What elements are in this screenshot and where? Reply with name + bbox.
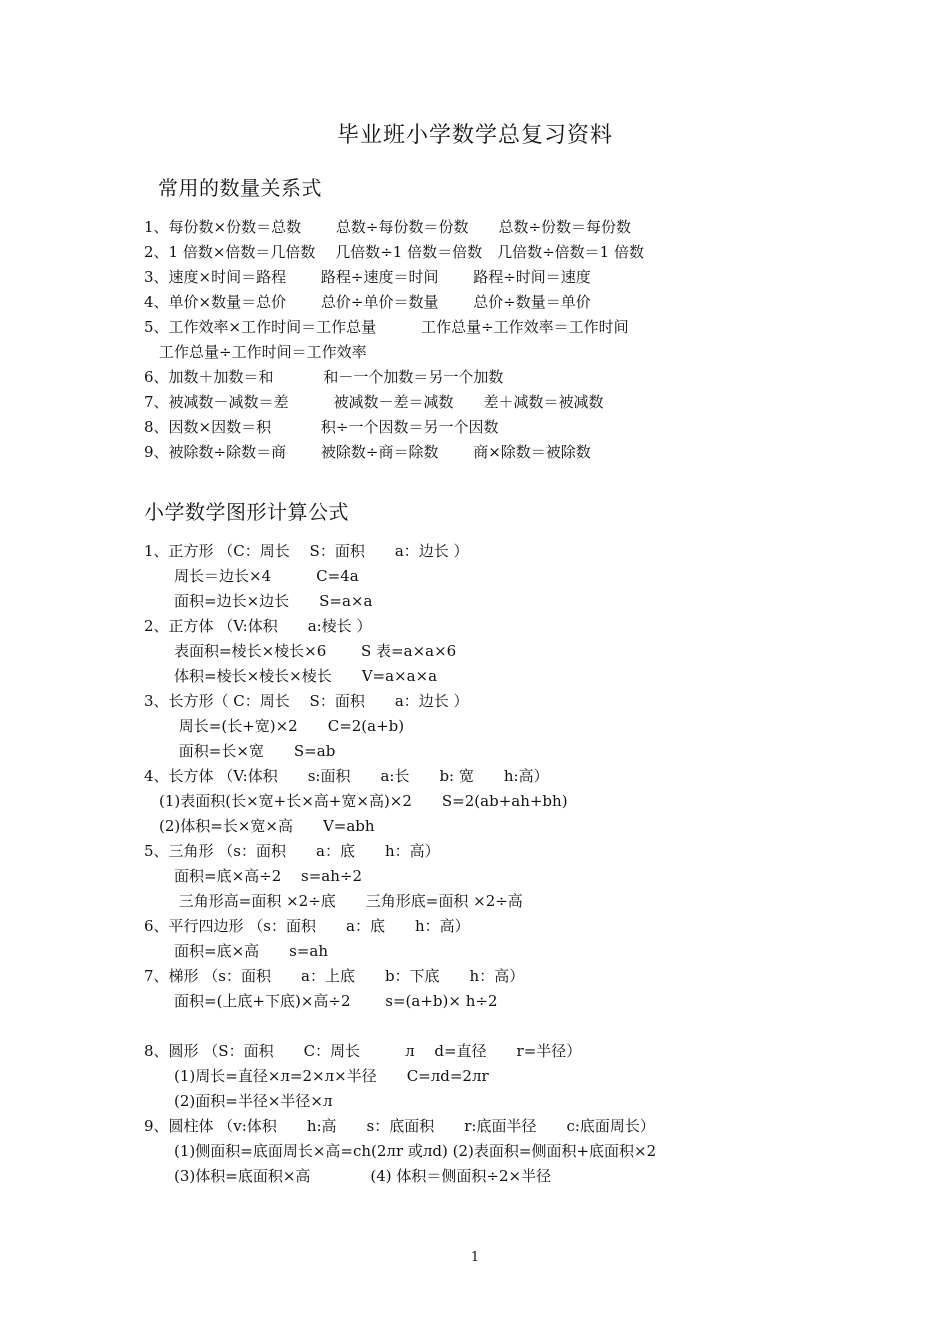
section-heading-quantity-relations: 常用的数量关系式 bbox=[158, 176, 322, 200]
formula-line: 3、速度×时间＝路程 路程÷速度＝时间 路程÷时间＝速度 bbox=[144, 268, 591, 286]
formula-line: 2、1 倍数×倍数＝几倍数 几倍数÷1 倍数＝倍数 几倍数÷倍数＝1 倍数 bbox=[144, 243, 644, 261]
formula-line: 5、工作效率×工作时间＝工作总量 工作总量÷工作效率＝工作时间 bbox=[144, 318, 629, 336]
formula-line: 1、正方形 （C：周长 S：面积 a：边长 ） bbox=[144, 542, 469, 560]
formula-line: 体积=棱长×棱长×棱长 V=a×a×a bbox=[144, 667, 438, 685]
formula-line: 6、加数＋加数＝和 和－一个加数＝另一个加数 bbox=[144, 368, 504, 386]
formula-line: 8、圆形 （S：面积 C：周长 л d=直径 r=半径） bbox=[144, 1042, 582, 1060]
page-title: 毕业班小学数学总复习资料 bbox=[336, 123, 613, 148]
formula-line: 9、圆柱体 （v:体积 h:高 s：底面积 r:底面半径 c:底面周长） bbox=[144, 1117, 655, 1135]
formula-line: 面积=底×高 s=ah bbox=[144, 942, 329, 960]
formula-line: 4、长方体 （V:体积 s:面积 a:长 b: 宽 h:高） bbox=[144, 767, 549, 785]
formula-line: 1、每份数×份数＝总数 总数÷每份数＝份数 总数÷份数＝每份数 bbox=[144, 218, 632, 236]
formula-line: (3)体积=底面积×高 (4) 体积＝侧面积÷2×半径 bbox=[144, 1167, 552, 1185]
formula-line: 面积=(上底+下底)×高÷2 s=(a+b)× h÷2 bbox=[144, 992, 498, 1010]
formula-line: (2)面积=半径×半径×л bbox=[144, 1092, 333, 1110]
formula-line: 4、单价×数量＝总价 总价÷单价＝数量 总价÷数量＝单价 bbox=[144, 293, 591, 311]
formula-line: 周长=(长+宽)×2 C=2(a+b) bbox=[144, 717, 405, 735]
formula-line: 8、因数×因数＝积 积÷一个因数＝另一个因数 bbox=[144, 418, 499, 436]
formula-line: 3、长方形（ C：周长 S：面积 a：边长 ） bbox=[144, 692, 469, 710]
section-heading-geometry-formulas: 小学数学图形计算公式 bbox=[144, 500, 349, 524]
formula-line: (2)体积=长×宽×高 V=abh bbox=[144, 817, 375, 835]
formula-line: (1)表面积(长×宽+长×高+宽×高)×2 S=2(ab+ah+bh) bbox=[144, 792, 568, 810]
formula-line: 面积=边长×边长 S=a×a bbox=[144, 592, 373, 610]
formula-line: 7、梯形 （s：面积 a：上底 b：下底 h：高） bbox=[144, 967, 525, 985]
formula-line: (1)周长=直径×л=2×л×半径 C=лd=2лr bbox=[144, 1067, 489, 1085]
formula-line: 7、被减数－减数＝差 被减数－差＝减数 差＋减数＝被减数 bbox=[144, 393, 604, 411]
formula-line: 2、正方体 （V:体积 a:棱长 ） bbox=[144, 617, 372, 635]
formula-line: 9、被除数÷除数＝商 被除数÷商＝除数 商×除数＝被除数 bbox=[144, 443, 591, 461]
page-number: 1 bbox=[470, 1250, 480, 1265]
formula-line: 面积=底×高÷2 s=ah÷2 bbox=[144, 867, 362, 885]
formula-line: 工作总量÷工作时间＝工作效率 bbox=[144, 343, 367, 361]
formula-line: 6、平行四边形 （s：面积 a：底 h：高） bbox=[144, 917, 470, 935]
formula-line: 表面积=棱长×棱长×6 S 表=a×a×6 bbox=[144, 642, 457, 660]
formula-line: 5、三角形 （s：面积 a：底 h：高） bbox=[144, 842, 440, 860]
formula-line: (1)侧面积=底面周长×高=ch(2лr 或лd) (2)表面积=侧面积+底面积×2 bbox=[144, 1142, 657, 1160]
formula-line: 面积=长×宽 S=ab bbox=[144, 742, 336, 760]
formula-line: 周长＝边长×4 C=4a bbox=[144, 567, 359, 585]
formula-line: 三角形高=面积 ×2÷底 三角形底=面积 ×2÷高 bbox=[144, 892, 523, 910]
